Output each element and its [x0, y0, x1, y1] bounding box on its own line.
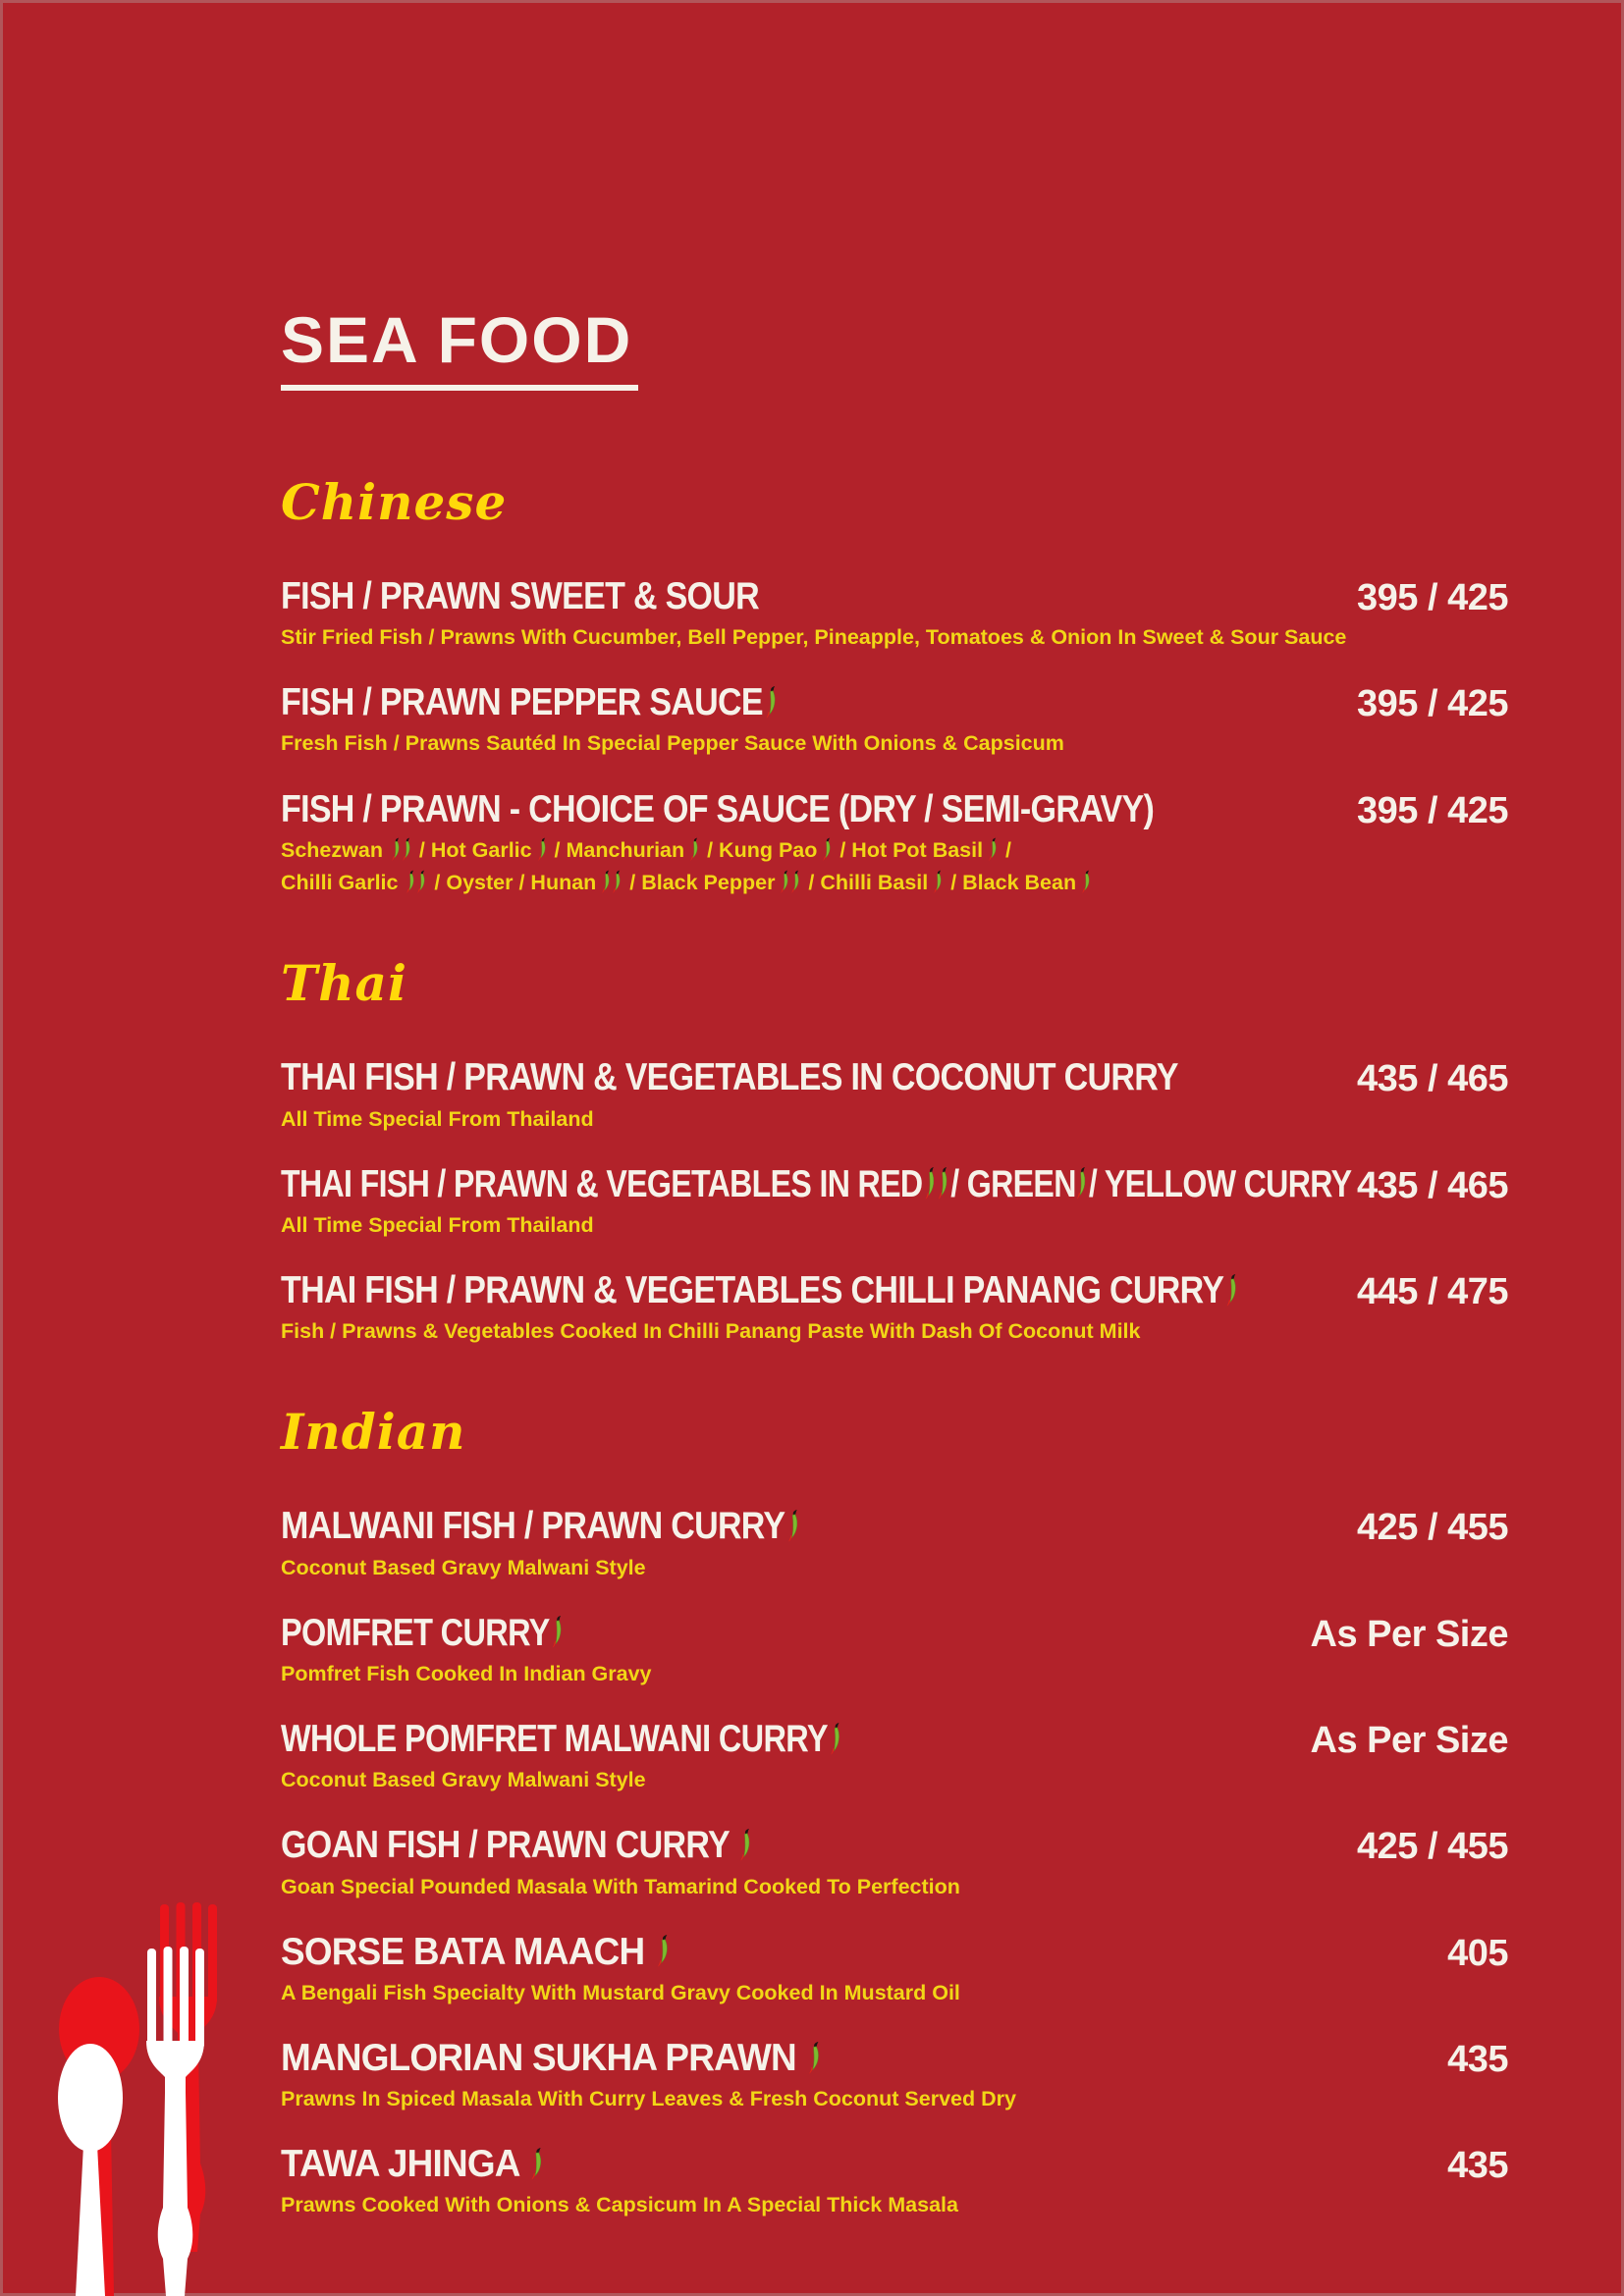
item-description: Chilli Garlic / Oyster / Hunan / Black Pepper / Chilli Basil / Black Bean [281, 870, 1508, 895]
chilli-icon [936, 1166, 949, 1200]
menu-item [281, 576, 1508, 650]
item-description: All Time Special From Thailand [281, 1212, 594, 1237]
chilli-icon [789, 870, 801, 893]
cutlery-graphic [0, 1884, 236, 2296]
item-title: POMFRET CURRY [281, 1613, 1304, 1654]
item-price: 425 / 455 [1357, 1826, 1508, 1868]
item-price: As Per Size [1310, 1613, 1508, 1655]
item-description: Fish / Prawns & Vegetables Cooked In Chilli Panang Paste With Dash Of Coconut Milk [281, 1319, 1141, 1344]
item-title: TAWA JHINGA [281, 2144, 1441, 2185]
page-title [281, 302, 1508, 391]
item-description: Pomfret Fish Cooked In Indian Gravy [281, 1661, 652, 1685]
menu-item [281, 2144, 1508, 2217]
item-title: GOAN FISH / PRAWN CURRY [281, 1825, 1351, 1866]
item-description: All Time Special From Thailand [281, 1106, 594, 1131]
chilli-icon [401, 837, 412, 861]
chilli-icon [655, 1934, 671, 1967]
item-title: THAI FISH / PRAWN & VEGETABLES CHILLI PANANG CURRY [281, 1270, 1351, 1311]
menu-item [281, 682, 1508, 756]
item-price: 395 / 425 [1357, 789, 1508, 831]
chilli-icon [806, 2041, 822, 2074]
item-description: Fresh Fish / Prawns Sautéd In Special Pepper Sauce With Onions & Capsicum [281, 731, 1064, 756]
menu-item [281, 1506, 1508, 1579]
item-price: 395 / 425 [1357, 577, 1508, 618]
menu-content [281, 0, 1508, 2277]
menu-item [281, 1825, 1508, 1898]
chilli-icon [785, 1509, 800, 1542]
item-description: A Bengali Fish Specialty With Mustard Gravy Cooked In Mustard Oil [281, 1980, 960, 2004]
chilli-icon [923, 1166, 937, 1200]
item-price: 445 / 475 [1357, 1271, 1508, 1313]
section-heading: Indian [281, 1403, 466, 1462]
item-title: FISH / PRAWN PEPPER SAUCE [281, 682, 1351, 723]
menu-item [281, 1057, 1508, 1131]
item-title: THAI FISH / PRAWN & VEGETABLES IN RED / GREEN / YELLOW CURRY [281, 1162, 1352, 1205]
item-description: Goan Special Pounded Masala With Tamarind Cooked To Perfection [281, 1874, 960, 1898]
chilli-icon [987, 837, 999, 861]
menu-item [281, 789, 1508, 896]
chilli-icon [688, 837, 700, 861]
item-price: 435 / 465 [1357, 1058, 1508, 1100]
item-price: 405 [1447, 1932, 1508, 1974]
item-price: 435 / 465 [1357, 1164, 1508, 1206]
chilli-icon [829, 1722, 842, 1755]
item-title: SORSE BATA MAACH [281, 1932, 1441, 1973]
page-title-text: SEA FOOD [281, 302, 638, 391]
menu-section [281, 954, 1508, 1344]
item-price: As Per Size [1310, 1720, 1508, 1762]
chilli-icon [764, 685, 779, 719]
chilli-icon [1080, 870, 1092, 893]
chilli-icon [1074, 1166, 1088, 1200]
item-price: 435 [1447, 2145, 1508, 2187]
menu-item [281, 1613, 1508, 1686]
item-title: THAI FISH / PRAWN & VEGETABLES IN COCONUT CURRY [281, 1056, 1178, 1099]
chilli-icon [536, 837, 548, 861]
item-price: 395 / 425 [1357, 683, 1508, 725]
chilli-icon [529, 2147, 545, 2180]
menu-item [281, 1719, 1508, 1792]
item-title: FISH / PRAWN SWEET & SOUR [281, 575, 760, 617]
menu-section [281, 473, 1508, 895]
menu-item [281, 1932, 1508, 2005]
item-description: Schezwan / Hot Garlic / Manchurian / Kung Pao / Hot Pot Basil / [281, 837, 1012, 862]
item-price: 425 / 455 [1357, 1507, 1508, 1549]
chilli-icon [611, 870, 623, 893]
chilli-icon [821, 837, 833, 861]
item-description: Stir Fried Fish / Prawns With Cucumber, Bell Pepper, Pineapple, Tomatoes & Onion In Sweet & Sour Sauce [281, 625, 1347, 650]
item-title: MALWANI FISH / PRAWN CURRY [281, 1506, 1351, 1547]
menu-sections [281, 473, 1508, 2218]
chilli-icon [551, 1615, 565, 1648]
item-title: WHOLE POMFRET MALWANI CURRY [281, 1719, 1304, 1760]
menu-item [281, 1164, 1508, 1238]
menu-item [281, 2038, 1508, 2111]
item-title: MANGLORIAN SUKHA PRAWN [281, 2038, 1441, 2079]
section-heading: Thai [281, 954, 407, 1013]
item-description: Coconut Based Gravy Malwani Style [281, 1768, 646, 1792]
menu-item [281, 1270, 1508, 1344]
chilli-icon [932, 870, 944, 893]
item-description: Prawns Cooked With Onions & Capsicum In A Special Thick Masala [281, 2193, 958, 2217]
item-title: FISH / PRAWN - CHOICE OF SAUCE (DRY / SEMI-GRAVY) [281, 787, 1155, 830]
chilli-icon [1224, 1273, 1239, 1307]
section-heading: Chinese [281, 473, 508, 531]
chilli-icon [738, 1828, 753, 1861]
chilli-icon [415, 870, 427, 893]
item-description: Coconut Based Gravy Malwani Style [281, 1555, 646, 1579]
menu-section [281, 1403, 1508, 2217]
item-price: 435 [1447, 2039, 1508, 2081]
item-description: Prawns In Spiced Masala With Curry Leaves & Fresh Coconut Served Dry [281, 2087, 1016, 2111]
